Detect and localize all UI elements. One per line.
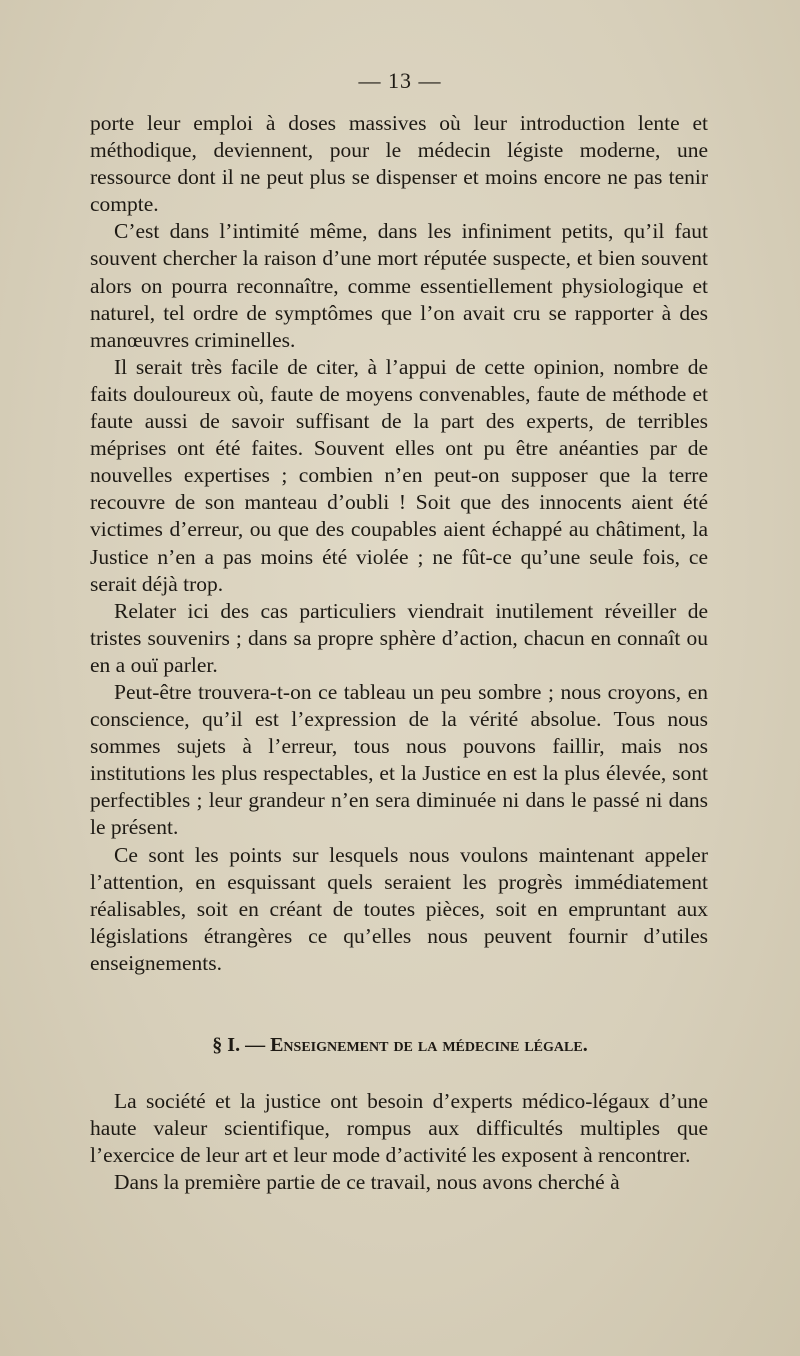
body-text-top	[90, 110, 708, 977]
paragraph: C’est dans l’intimité même, dans les infiniment petits, qu’il faut souvent chercher la raison d’une mort réputée suspecte, et bien souvent alors on pourra reconnaître, comme essentiellement physiologique et naturel, tel ordre de symptômes que l’on avait cru se rapporter à des manœuvres criminelles.	[90, 219, 708, 352]
section-heading	[0, 1034, 800, 1057]
paragraph: Peut-être trouvera-t-on ce tableau un peu sombre ; nous croyons, en conscience, qu’il est l’expression de la vérité absolue. Tous nous sommes sujets à l’erreur, tous nous pouvons faillir, mais nos institutions les plus respectables, et la Justice en est la plus élevée, sont perfectibles ; leur grandeur n’en sera diminuée ni dans le passé ni dans le présent.	[90, 679, 708, 840]
section-number: § I. —	[212, 1034, 266, 1056]
paragraph: porte leur emploi à doses massives où leur introduction lente et méthodique, deviennent, pour le médecin légiste moderne, une ressource dont il ne peut plus se dispenser et moins encore ne pas tenir compte.	[90, 111, 708, 217]
paragraph: Relater ici des cas particuliers viendrait inutilement réveiller de tristes souvenirs ; dans sa propre sphère d’action, chacun en connaît ou en a ouï parler.	[90, 598, 708, 677]
body-text-bottom	[90, 1088, 708, 1196]
page-number: — 13 —	[358, 68, 442, 93]
section-title: Enseignement de la médecine légale.	[270, 1034, 588, 1056]
paragraph: Ce sont les points sur lesquels nous voulons maintenant appeler l’attention, en esquissant quels seraient les progrès immédiatement réalisables, soit en créant de toutes pièces, soit en empruntant aux législations étrangères ce qu’elles nous peuvent fournir d’utiles enseignements.	[90, 842, 708, 975]
paragraph: Dans la première partie de ce travail, nous avons cherché à	[114, 1170, 620, 1195]
paragraph: La société et la justice ont besoin d’experts médico-légaux d’une haute valeur scientifique, rompus aux difficultés multiples que l’exercice de leur art et leur mode d’activité les exposent à rencontrer.	[90, 1089, 708, 1168]
paragraph: Il serait très facile de citer, à l’appui de cette opinion, nombre de faits douloureux où, faute de moyens convenables, faute de méthode et faute aussi de savoir suffisant de la part des experts, de terribles méprises ont été faites. Souvent elles ont pu être anéanties par de nouvelles expertises ; combien n’en peut-on supposer que la terre recouvre de son manteau d’oubli ! Soit que des innocents aient été victimes d’erreur, ou que des coupables aient échappé au châtiment, la Justice n’en a pas moins été violée ; ne fût-ce qu’une seule fois, ce serait déjà trop.	[90, 354, 708, 596]
